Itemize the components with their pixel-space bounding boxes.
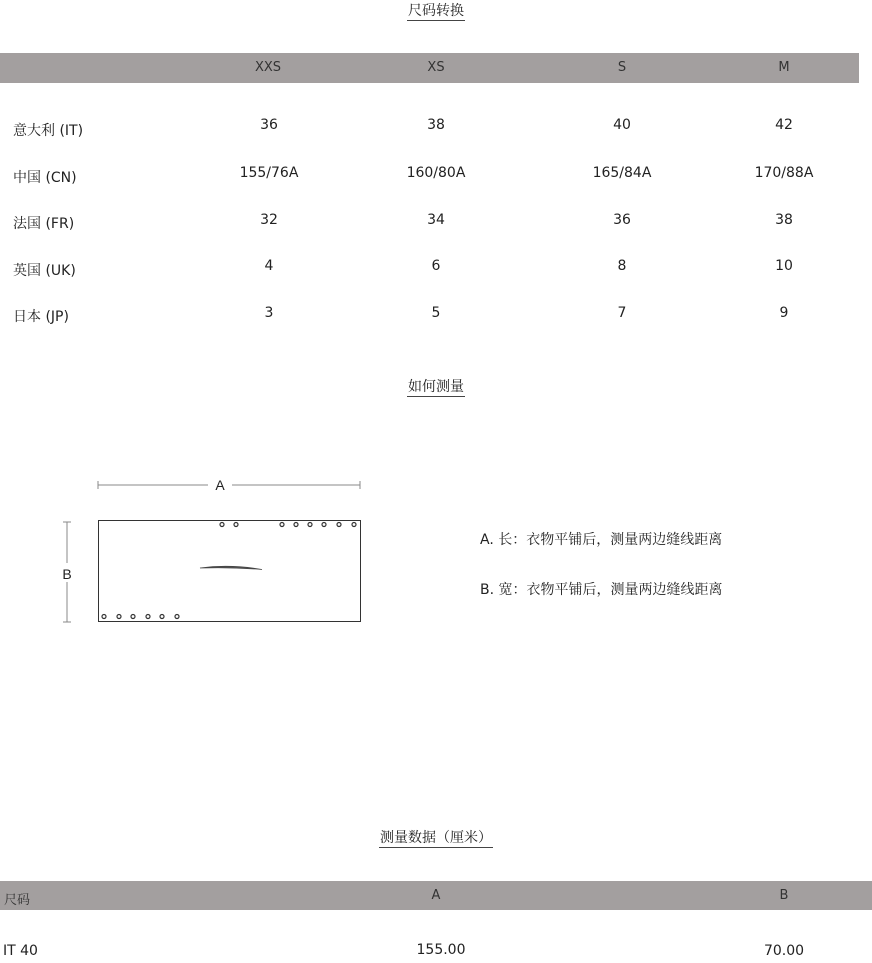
header-a: A: [431, 888, 441, 903]
row-label: 法国 (FR): [13, 216, 75, 232]
header-size: 尺码: [4, 893, 31, 908]
header-b: B: [779, 888, 789, 903]
row-cell: 7: [617, 305, 627, 321]
row-cell: 8: [617, 258, 627, 274]
row-cell: 42: [775, 117, 793, 133]
header-m: M: [778, 60, 790, 75]
measurement-b-value: 70.00: [763, 943, 805, 959]
row-cell: 38: [775, 212, 793, 228]
row-cell: 40: [613, 117, 631, 133]
garment-outline: [99, 521, 361, 622]
dimension-a-label: A: [215, 477, 225, 493]
row-cell: 10: [775, 258, 793, 274]
row-cell: 5: [431, 305, 441, 321]
center-logo-stroke: [200, 566, 262, 569]
row-label: 日本 (JP): [13, 309, 69, 325]
row-cell: 34: [427, 212, 445, 228]
row-cell: 170/88A: [754, 165, 814, 181]
row-cell: 160/80A: [406, 165, 466, 181]
measurement-header-band: [0, 881, 872, 910]
row-label: 英国 (UK): [13, 263, 76, 279]
row-cell: 38: [427, 117, 445, 133]
row-cell: 155/76A: [239, 165, 299, 181]
description-a: A. 长：衣物平铺后，测量两边缝线距离: [480, 532, 723, 548]
measurement-diagram: [0, 460, 420, 640]
measurement-a-value: 155.00: [416, 942, 466, 958]
header-xs: XS: [427, 60, 445, 75]
size-conversion-title: 尺码转换: [408, 3, 464, 19]
row-cell: 6: [431, 258, 441, 274]
bottom-studs: [102, 615, 179, 619]
measurement-size: IT 40: [3, 943, 38, 959]
header-s: S: [617, 60, 627, 75]
row-cell: 165/84A: [592, 165, 652, 181]
row-cell: 9: [779, 305, 789, 321]
row-label: 中国 (CN): [13, 170, 77, 186]
row-cell: 4: [264, 258, 274, 274]
dimension-a: [98, 481, 360, 489]
row-cell: 36: [613, 212, 631, 228]
row-cell: 36: [260, 117, 278, 133]
row-cell: 3: [264, 305, 274, 321]
dimension-b-label: B: [62, 566, 72, 582]
measurement-data-title: 测量数据（厘米）: [380, 830, 492, 846]
how-to-measure-title: 如何测量: [408, 379, 464, 395]
conversion-header-band: [0, 53, 859, 83]
description-b: B. 宽：衣物平铺后，测量两边缝线距离: [480, 582, 723, 598]
header-xxs: XXS: [254, 60, 282, 75]
row-label: 意大利 (IT): [13, 123, 84, 139]
top-studs: [220, 523, 356, 527]
row-cell: 32: [260, 212, 278, 228]
